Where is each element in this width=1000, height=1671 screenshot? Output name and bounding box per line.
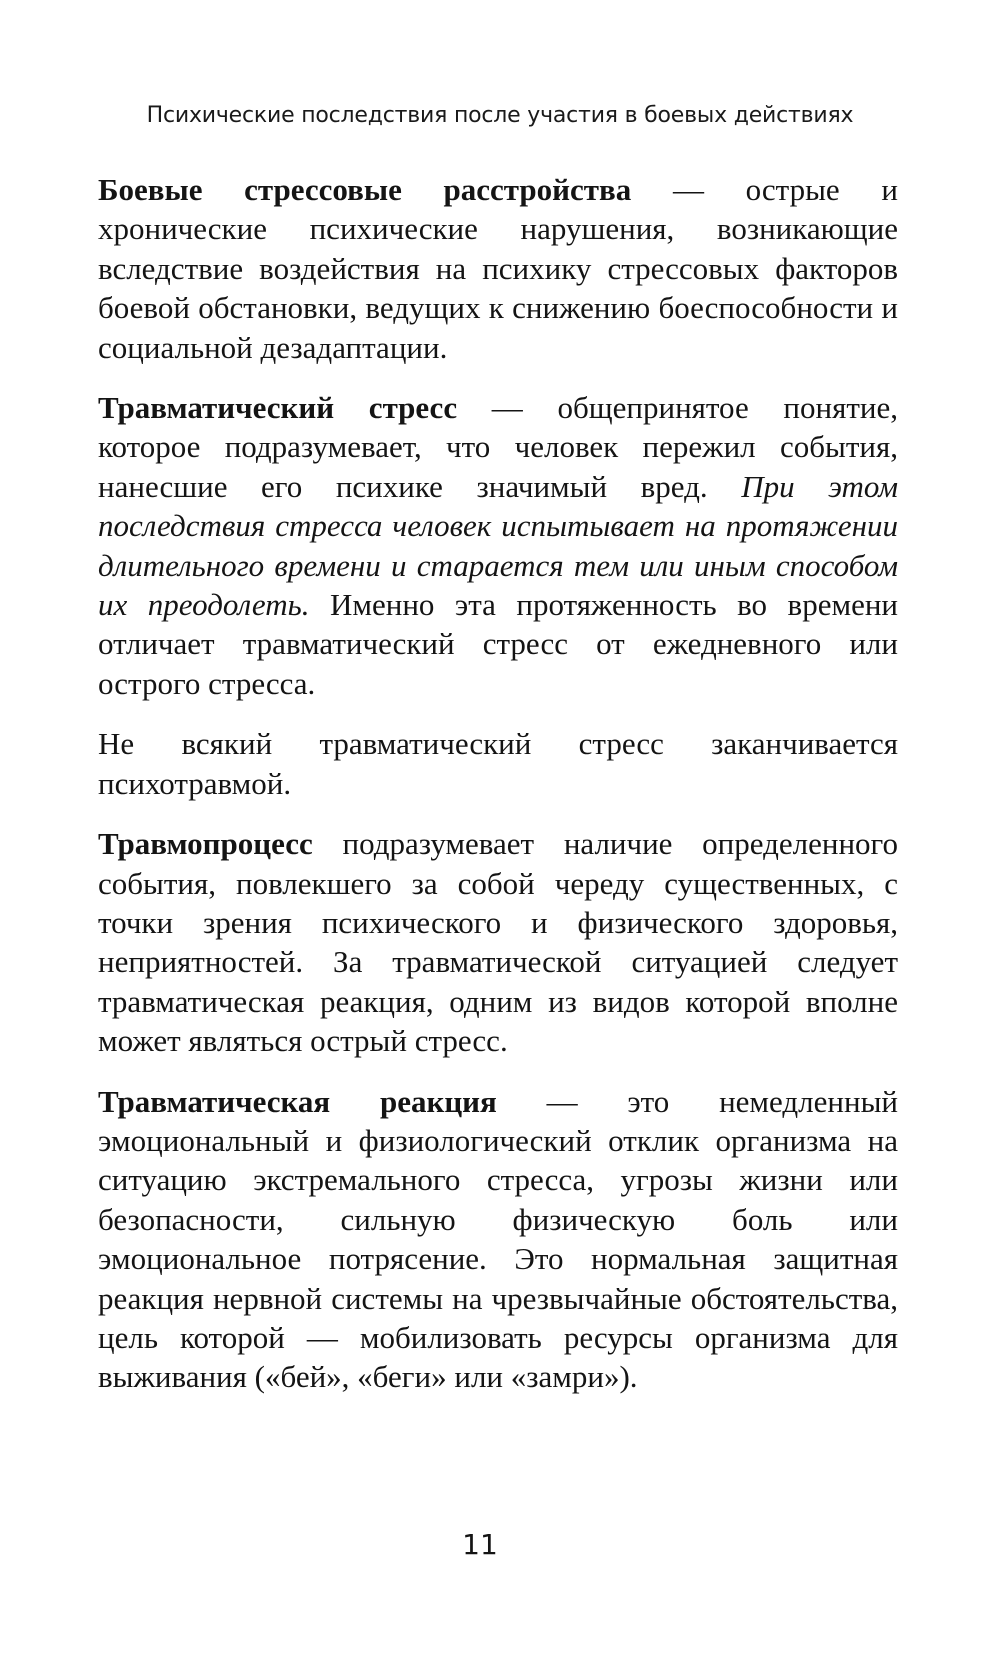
definition-text: — общепринятое понятие, которое подразумевает, что человек пережил события, нанесшие его психике значимый вред. bbox=[98, 390, 898, 504]
italic-emphasis: При этом последствия стресса человек испытывает на протяжении длительного времени и старается тем или иным способом их преодолеть. bbox=[98, 468, 898, 623]
term-trauma-process: Травмопроцесс bbox=[98, 826, 313, 862]
page-body bbox=[98, 170, 898, 1418]
definition-text-continued: Именно эта протяженность во времени отличает травматический стресс от ежедневного или острого стресса. bbox=[98, 587, 899, 701]
paragraph-traumatic-stress bbox=[98, 388, 898, 703]
definition-text: подразумевает наличие определенного события, повлекшего за собой череду существенных, с точки зрения психического и физического здоровья, неприятностей. За травматической ситуацией следует травматическая реакция, одним из видов которой вполне может являться острый стресс. bbox=[98, 826, 898, 1059]
paragraph-trauma-process bbox=[98, 824, 898, 1060]
paragraph-combat-stress-disorders bbox=[98, 170, 898, 367]
term-traumatic-stress: Травматический стресс bbox=[98, 390, 458, 426]
paragraph-traumatic-reaction bbox=[98, 1082, 898, 1397]
paragraph-not-all-stress bbox=[98, 724, 898, 803]
page-number: 11 bbox=[462, 1528, 498, 1561]
term-combat-stress-disorders: Боевые стрессовые расстройства bbox=[98, 172, 632, 207]
definition-text: — острые и хронические психические нарушения, возникающие вследствие воздействия на психику стрессовых факторов боевой обстановки, ведущих к снижению боеспособности и социальной дезадаптации. bbox=[98, 172, 898, 365]
running-header: Психические последствия после участия в боевых действиях bbox=[146, 103, 854, 128]
definition-text: — это немедленный эмоциональный и физиологический отклик организма на ситуацию экстремального стресса, угрозы жизни или безопасности, сильную физическую боль или эмоциональное потрясение. Это нормальная защитная реакция нервной системы на чрезвычайные обстоятельства, цель которой — мобилизовать ресурсы организма для выживания («бей», «беги» или «замри»). bbox=[98, 1083, 898, 1395]
term-traumatic-reaction: Травматическая реакция bbox=[98, 1083, 497, 1119]
statement-text: Не всякий травматический стресс заканчивается психотравмой. bbox=[98, 726, 898, 801]
